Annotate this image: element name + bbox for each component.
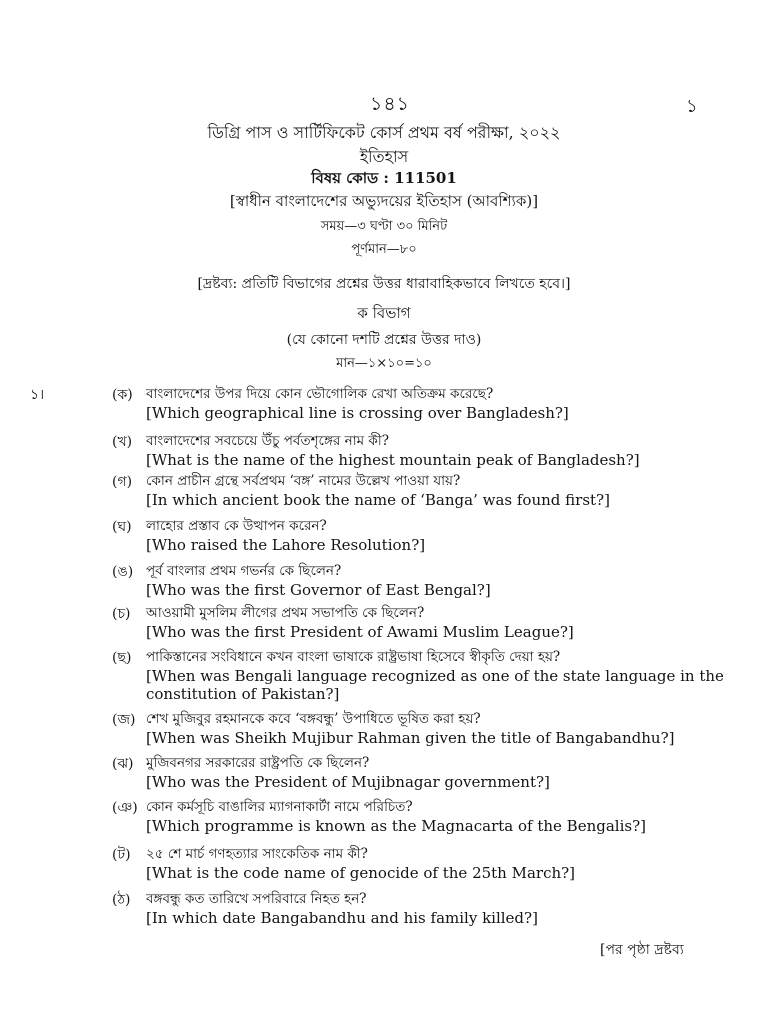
question-english: [What is the code name of genocide of the 25th March?] bbox=[146, 864, 576, 882]
question-bengali: কোন প্রাচীন গ্রন্থে সর্বপ্রথম ‘বঙ্গ’ নামের উল্লেখ পাওয়া যায়? bbox=[146, 473, 461, 489]
subject-code: বিষয় কোড : 111501 bbox=[311, 169, 457, 187]
question-bengali: পাকিস্তানের সংবিধানে কখন বাংলা ভাষাকে রাষ্ট্রভাষা হিসেবে স্বীকৃতি দেয়া হয়? bbox=[146, 649, 561, 665]
question-bengali: কোন কর্মসূচি বাঙালির ম্যাগনাকার্টা নামে পরিচিত? bbox=[146, 799, 413, 815]
question-label: (ক) bbox=[112, 387, 133, 403]
question-english: [Who was the first Governor of East Bengal?] bbox=[146, 581, 491, 599]
section-note: (যে কোনো দশটি প্রশ্নের উত্তর দাও) bbox=[286, 332, 482, 348]
question-english: [Who was the President of Mujibnagar government?] bbox=[146, 773, 550, 791]
question-english: [What is the name of the highest mountain peak of Bangladesh?] bbox=[146, 451, 640, 469]
question-bengali: বাংলাদেশের সবচেয়ে উঁচু পর্বতশৃঙ্গের নাম কী? bbox=[146, 433, 389, 449]
question-number: ১। bbox=[30, 387, 45, 403]
question-bengali: আওয়ামী মুসলিম লীগের প্রথম সভাপতি কে ছিলেন? bbox=[146, 605, 425, 621]
question-bengali: পূর্ব বাংলার প্রথম গভর্নর কে ছিলেন? bbox=[146, 563, 342, 579]
paper-title: [স্বাধীন বাংলাদেশের অভ্যুদয়ের ইতিহাস (আবশ্যিক)] bbox=[229, 192, 539, 210]
question-label: (চ) bbox=[112, 606, 131, 622]
question-english: [Which programme is known as the Magnacarta of the Bengalis?] bbox=[146, 817, 646, 835]
question-bengali: বঙ্গবন্ধু কত তারিখে সপরিবারে নিহত হন? bbox=[146, 891, 367, 907]
question-english: [Which geographical line is crossing over Bangladesh?] bbox=[146, 404, 569, 422]
question-english: [Who raised the Lahore Resolution?] bbox=[146, 536, 426, 554]
exam-duration: সময়—৩ ঘণ্টা ৩০ মিনিট bbox=[320, 219, 448, 234]
question-label: (ঠ) bbox=[112, 892, 131, 908]
section-title: ক বিভাগ bbox=[357, 304, 411, 322]
question-label: (খ) bbox=[112, 434, 133, 450]
question-label: (ছ) bbox=[112, 650, 132, 666]
section-marks: মান—১×১০=১০ bbox=[336, 356, 432, 371]
question-bengali: ২৫ শে মার্চ গণহত্যার সাংকেতিক নাম কী? bbox=[146, 846, 368, 862]
question-english: [In which ancient book the name of ‘Banga’ was found first?] bbox=[146, 491, 610, 509]
next-page-note: [পর পৃষ্ঠা দ্রষ্টব্য bbox=[600, 942, 684, 958]
instruction-note: [দ্রষ্টব্য: প্রতিটি বিভাগের প্রশ্নের উত্তর ধারাবাহিকভাবে লিখতে হবে।] bbox=[197, 276, 571, 292]
question-english: [When was Sheikh Mujibur Rahman given the title of Bangabandhu?] bbox=[146, 729, 675, 747]
question-english: [In which date Bangabandhu and his family killed?] bbox=[146, 909, 538, 927]
page-number: ১৪১ bbox=[370, 93, 410, 115]
question-label: (ঘ) bbox=[112, 519, 132, 535]
question-english: [Who was the first President of Awami Muslim League?] bbox=[146, 623, 574, 641]
full-marks: পূর্ণমান—৮০ bbox=[351, 242, 417, 257]
question-label: (গ) bbox=[112, 474, 133, 490]
question-label: (ট) bbox=[112, 847, 131, 863]
question-english: [When was Bengali language recognized as one of the state language in the constitution of Pakistan?] bbox=[146, 667, 724, 703]
question-label: (ঝ) bbox=[112, 756, 134, 772]
question-label: (ঙ) bbox=[112, 564, 134, 580]
question-label: (ঞ) bbox=[112, 800, 138, 816]
exam-title: ডিগ্রি পাস ও সার্টিফিকেট কোর্স প্রথম বর্ষ পরীক্ষা, ২০২২ bbox=[207, 123, 561, 142]
question-label: (জ) bbox=[112, 712, 136, 728]
question-bengali: বাংলাদেশের উপর দিয়ে কোন ভৌগোলিক রেখা অতিক্রম করেছে? bbox=[146, 386, 494, 402]
page-index: ১ bbox=[686, 96, 698, 117]
question-bengali: মুজিবনগর সরকারের রাষ্ট্রপতি কে ছিলেন? bbox=[146, 755, 370, 771]
question-bengali: লাহোর প্রস্তাব কে উত্থাপন করেন? bbox=[146, 518, 327, 534]
question-bengali: শেখ মুজিবুর রহমানকে কবে ‘বঙ্গবন্ধু’ উপাধিতে ভূষিত করা হয়? bbox=[146, 711, 481, 727]
subject-title: ইতিহাস bbox=[359, 147, 409, 166]
